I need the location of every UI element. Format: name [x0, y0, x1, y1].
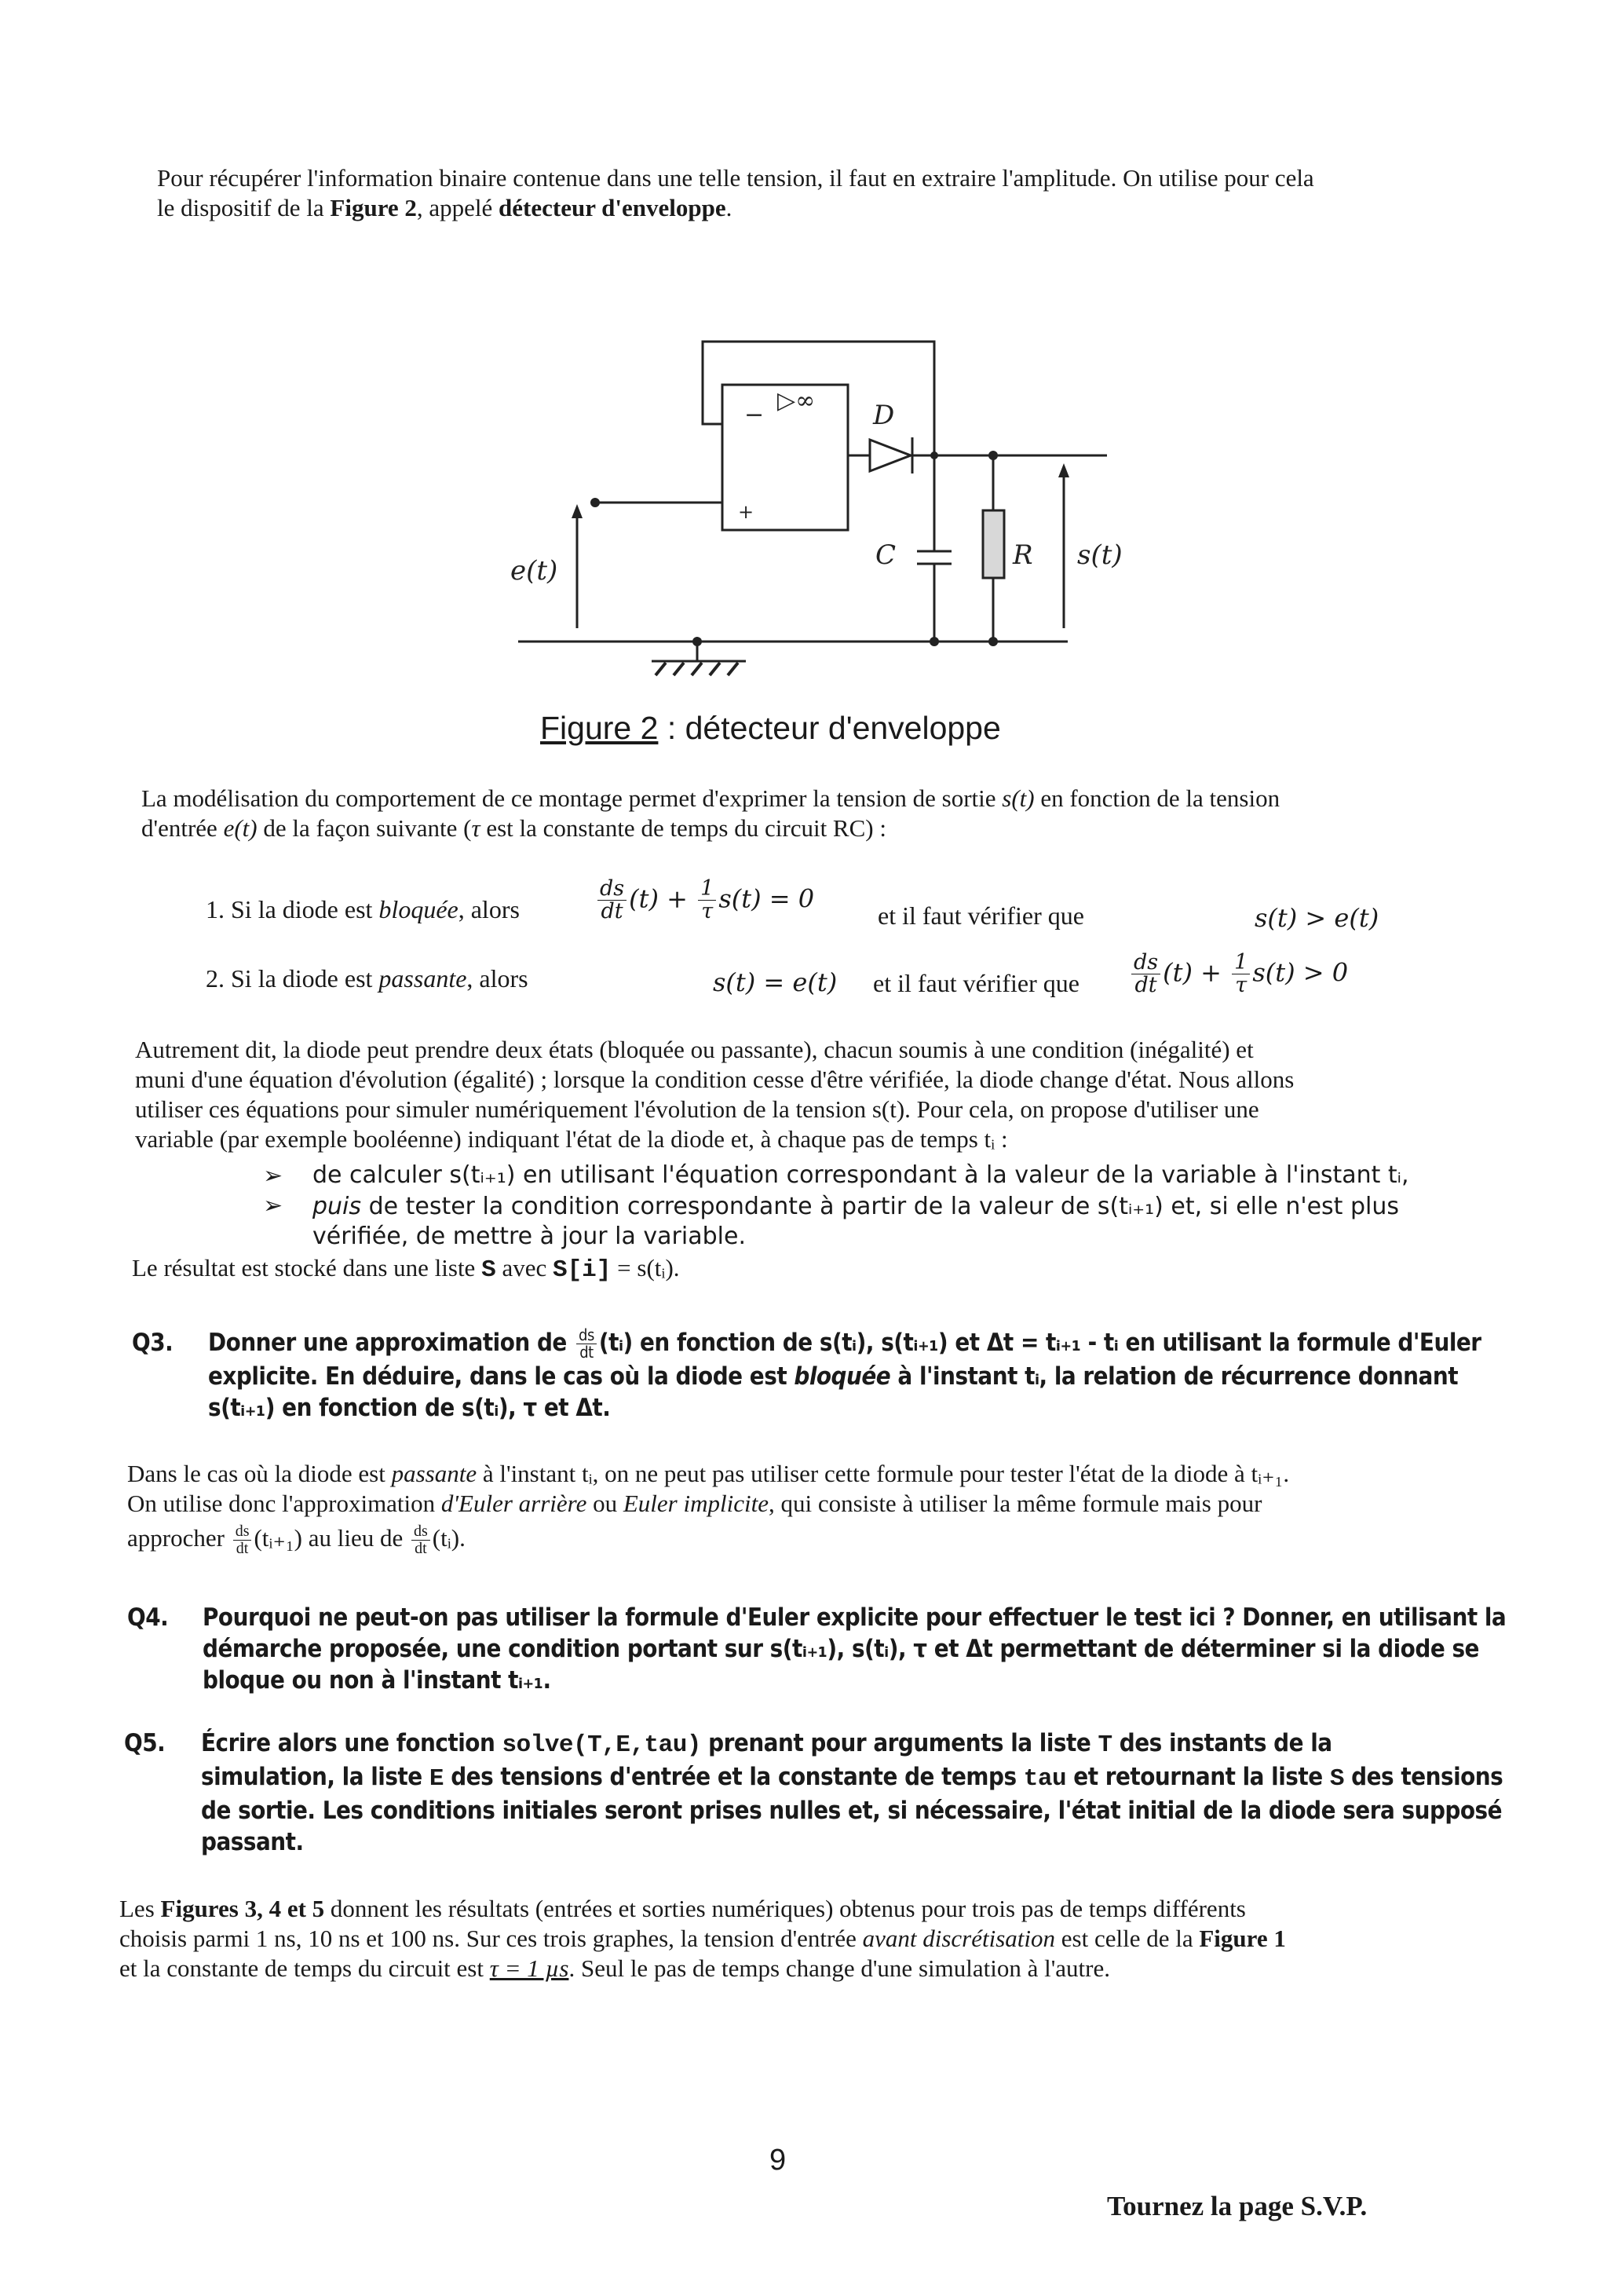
- code-solve-function: solve(T,E,tau): [502, 1731, 701, 1759]
- q5-line-4: passant.: [201, 1828, 304, 1856]
- ground-hatch: [710, 663, 720, 675]
- output-voltage-label: s(t): [1077, 539, 1123, 571]
- output-symbol: s(t): [1002, 784, 1035, 812]
- bullet-item-1: de calculer s(tᵢ₊₁) en utilisant l'équation correspondant à la valeur de la variable à l'instant tᵢ,: [312, 1161, 1409, 1189]
- case-text: , alors: [466, 964, 528, 993]
- fraction-denominator: dt: [579, 1343, 594, 1362]
- results-paragraph: [119, 1894, 1532, 1983]
- model-text: La modélisation du comportement de ce montage permet d'exprimer la tension de sortie: [141, 784, 1003, 812]
- result-storage-line: [132, 1253, 680, 1285]
- bullet-2-emphasis: puis: [312, 1193, 362, 1220]
- fraction-denominator: dt: [415, 1540, 427, 1558]
- case-text: , alors: [458, 895, 520, 923]
- code-S-index: S[i]: [552, 1256, 612, 1284]
- model-text: en fonction de la tension: [1034, 784, 1280, 812]
- euler-text: (tᵢ).: [432, 1524, 466, 1552]
- term-envelope-detector: détecteur d'enveloppe: [499, 194, 726, 221]
- model-text: est la constante de temps du circuit RC) :: [480, 814, 886, 842]
- opamp-plus-label: +: [738, 501, 754, 523]
- circuit-diagram: [487, 330, 1162, 699]
- results-line-1: [119, 1894, 1532, 1924]
- q3-text-part: explicite. En déduire, dans le cas où la diode est: [208, 1362, 795, 1391]
- fraction-numerator: ds: [411, 1523, 430, 1541]
- node-cap-bottom: [930, 637, 939, 646]
- model-line-2: [141, 813, 1507, 843]
- explanation-line: Autrement dit, la diode peut prendre deux états (bloquée ou passante), chacun soumis à une condition (inégalité) et: [135, 1036, 1254, 1063]
- code-E: E: [429, 1765, 444, 1793]
- code-T: T: [1098, 1731, 1112, 1759]
- results-emphasis: avant discrétisation: [862, 1925, 1056, 1952]
- intro-line-1: Pour récupérer l'information binaire contenue dans une telle tension, il faut en extraire l'amplitude. On utilise pour cela: [157, 164, 1314, 192]
- euler-text: (tᵢ₊₁) au lieu de: [254, 1524, 409, 1552]
- q3-text: [208, 1327, 1527, 1424]
- fraction-ds-dt: [576, 1327, 597, 1361]
- node-res-bottom: [988, 637, 998, 646]
- case-2-equation: s(t) = e(t): [713, 967, 838, 997]
- fraction-denominator: dt: [601, 899, 623, 924]
- q5-text-part: et retournant la liste: [1066, 1763, 1330, 1791]
- bullet-2-text: de tester la condition correspondante à partir de la valeur de s(tᵢ₊₁) et, si elle n'est plus: [361, 1193, 1399, 1220]
- euler-emphasis: Euler implicite: [623, 1490, 769, 1517]
- case-2-label: [206, 964, 528, 993]
- opamp-minus-label: −: [744, 401, 765, 429]
- capacitor-label: C: [875, 539, 897, 571]
- fraction-numerator: 1: [1232, 952, 1250, 974]
- figure-caption-text: : détecteur d'enveloppe: [658, 710, 1001, 746]
- q3-text-part: à l'instant tᵢ, la relation de récurrence donnant: [890, 1362, 1459, 1391]
- euler-line-1: [127, 1459, 1525, 1489]
- diode-symbol: [870, 440, 911, 471]
- q5-text-part: Écrire alors une fonction: [201, 1729, 502, 1757]
- fraction-one-tau: [1232, 952, 1250, 997]
- tau-symbol: τ: [471, 814, 480, 842]
- q4-text: [203, 1602, 1529, 1696]
- fraction-numerator: ds: [1131, 952, 1160, 974]
- state-blocked: bloquée: [378, 895, 458, 923]
- q3-line-2: [208, 1361, 1527, 1392]
- fraction-numerator: ds: [576, 1327, 597, 1344]
- results-line-2: [119, 1924, 1532, 1954]
- fraction-ds-dt: [233, 1523, 252, 1557]
- results-text: . Seul le pas de temps change d'une simulation à l'autre.: [568, 1954, 1110, 1982]
- ground-hatch: [728, 663, 738, 675]
- model-text: d'entrée: [141, 814, 224, 842]
- figure-caption: [540, 710, 1001, 747]
- equation-part: s(t) = 0: [718, 883, 815, 914]
- result-text: Le résultat est stocké dans une liste: [132, 1254, 482, 1281]
- feedback-wire: [703, 342, 934, 455]
- explanation-paragraph: [135, 1035, 1517, 1154]
- fraction-denominator: τ: [701, 899, 714, 924]
- euler-paragraph: [127, 1459, 1525, 1557]
- q3-emphasis: bloquée: [794, 1362, 891, 1391]
- intro-text: .: [725, 194, 732, 221]
- result-text: avec: [495, 1254, 553, 1281]
- results-text: choisis parmi 1 ns, 10 ns et 100 ns. Sur ces trois graphes, la tension d'entrée: [119, 1925, 863, 1952]
- q4-line-2: démarche proposée, une condition portant sur s(tᵢ₊₁), s(tᵢ), τ et Δt permettant de déterminer si la diode se: [203, 1635, 1479, 1663]
- code-S: S: [481, 1256, 496, 1284]
- bullet-arrow: ➢: [263, 1163, 283, 1189]
- resistor-body: [983, 510, 1004, 578]
- q5-line-1: [201, 1727, 1528, 1761]
- q3-text-part: (tᵢ) en fonction de s(tᵢ), s(tᵢ₊₁) et Δt = tᵢ₊₁ - tᵢ en utilisant la formule d'Euler: [598, 1329, 1481, 1357]
- code-tau: tau: [1023, 1765, 1067, 1793]
- case-1-check-text: et il faut vérifier que: [878, 901, 1084, 930]
- results-text: est celle de la: [1055, 1925, 1200, 1952]
- explanation-line: utiliser ces équations pour simuler numériquement l'évolution de la tension s(t). Pour cela, on propose d'utiliser une: [135, 1095, 1259, 1123]
- model-paragraph: [141, 784, 1507, 843]
- case-2-check-text: et il faut vérifier que: [873, 969, 1080, 997]
- q3-text-part: Donner une approximation de: [208, 1329, 575, 1357]
- input-symbol: e(t): [223, 814, 258, 842]
- q3-number: Q3.: [132, 1329, 174, 1357]
- q5-text: [201, 1727, 1528, 1858]
- case-2-condition: [1129, 952, 1348, 997]
- explanation-line: muni d'une équation d'évolution (égalité) ; lorsque la condition cesse d'être vérifiée, la diode change d'état. Nous allons: [135, 1066, 1295, 1093]
- euler-text: On utilise donc l'approximation: [127, 1490, 441, 1517]
- results-line-3: [119, 1954, 1532, 1983]
- q5-text-part: des tensions: [1343, 1763, 1503, 1791]
- case-text: 1. Si la diode est: [206, 895, 379, 923]
- output-arrow-head: [1058, 463, 1069, 477]
- q5-line-3: de sortie. Les conditions initiales seront prises nulles et, si nécessaire, l'état initial de la diode sera supposé: [201, 1797, 1503, 1825]
- q5-number: Q5.: [124, 1729, 166, 1757]
- bullet-item-2: [312, 1192, 1490, 1252]
- node-input: [590, 498, 600, 507]
- model-line-1: [141, 784, 1507, 813]
- intro-text: le dispositif de la: [157, 194, 331, 221]
- q5-text-part: des instants de la: [1112, 1729, 1332, 1757]
- bullet-arrow: ➢: [263, 1193, 283, 1219]
- fraction-one-tau: [698, 878, 716, 923]
- q4-line-3: bloque ou non à l'instant tᵢ₊₁.: [203, 1666, 551, 1695]
- euler-line-3: [127, 1523, 1525, 1557]
- fraction-numerator: ds: [233, 1523, 252, 1541]
- q5-line-2: [201, 1761, 1528, 1795]
- node-res-top: [988, 451, 998, 460]
- equation-part: (t) +: [1163, 957, 1230, 988]
- node-cap-top: [930, 452, 938, 459]
- ground-hatch: [692, 663, 702, 675]
- q5-text-part: simulation, la liste: [201, 1763, 429, 1791]
- bullet-2-line: vérifiée, de mettre à jour la variable.: [312, 1223, 746, 1250]
- results-text: et la constante de temps du circuit est: [119, 1954, 490, 1982]
- bullet-2-line: [312, 1192, 1490, 1222]
- node-ground: [692, 637, 702, 646]
- case-text: 2. Si la diode est: [206, 964, 379, 993]
- fraction-denominator: dt: [1134, 973, 1157, 998]
- q5-text-part: des tensions d'entrée et la constante de temps: [444, 1763, 1024, 1791]
- q5-text-part: prenant pour arguments la liste: [700, 1729, 1098, 1757]
- q3-line-1: [208, 1327, 1527, 1361]
- euler-text: approcher: [127, 1524, 231, 1552]
- fraction-ds-dt: [597, 878, 627, 923]
- results-text: donnent les résultats (entrées et sorties numériques) obtenus pour trois pas de temps différents: [324, 1895, 1246, 1922]
- case-1-label: [206, 895, 520, 924]
- figure-caption-number: Figure 2: [540, 710, 659, 746]
- intro-paragraph: [157, 163, 1492, 223]
- ground-hatch: [674, 663, 684, 675]
- input-voltage-label: e(t): [510, 555, 558, 587]
- input-arrow-head: [572, 504, 583, 518]
- euler-emphasis: d'Euler arrière: [440, 1490, 587, 1517]
- euler-line-2: [127, 1489, 1525, 1519]
- state-conducting: passante: [378, 964, 467, 993]
- fraction-numerator: ds: [597, 878, 627, 901]
- figure-ref: Figure 2: [330, 194, 417, 221]
- euler-text: ou: [586, 1490, 623, 1517]
- euler-text: Dans le cas où la diode est: [127, 1460, 392, 1487]
- intro-line-2: [157, 193, 1492, 223]
- explanation-line: variable (par exemple booléenne) indiquant l'état de la diode et, à chaque pas de temps tᵢ :: [135, 1125, 1008, 1153]
- diode-label: D: [873, 400, 895, 431]
- euler-text: , qui consiste à utiliser la même formule mais pour: [768, 1490, 1262, 1517]
- euler-emphasis: passante: [391, 1460, 477, 1487]
- intro-text: , appelé: [416, 194, 499, 221]
- case-1-condition: s(t) > e(t): [1255, 903, 1379, 933]
- page-number: 9: [769, 2144, 787, 2177]
- fraction-ds-dt: [1131, 952, 1160, 997]
- code-S: S: [1329, 1765, 1344, 1793]
- fraction-ds-dt: [411, 1523, 430, 1557]
- figure-ref: Figure 1: [1199, 1925, 1286, 1952]
- result-text: = s(tᵢ).: [611, 1254, 680, 1281]
- ground-hatch: [656, 663, 666, 675]
- tau-value: τ = 1 µs: [489, 1954, 569, 1982]
- fraction-numerator: 1: [698, 878, 716, 901]
- q3-line-3: s(tᵢ₊₁) en fonction de s(tᵢ), τ et Δt.: [208, 1394, 611, 1422]
- opamp-symbol-label: ▷∞: [777, 387, 816, 415]
- euler-text: à l'instant tᵢ, on ne peut pas utiliser cette formule pour tester l'état de la diode à tᵢ₊₁.: [477, 1460, 1290, 1487]
- equation-part: s(t) > 0: [1252, 957, 1349, 988]
- results-text: Les: [119, 1895, 161, 1922]
- equation-part: (t) +: [629, 883, 696, 914]
- model-text: de la façon suivante (: [257, 814, 472, 842]
- fraction-denominator: τ: [1235, 973, 1248, 998]
- footer-turn-page: Tournez la page S.V.P.: [1107, 2191, 1368, 2221]
- figures-ref: Figures 3, 4 et 5: [160, 1895, 325, 1922]
- case-1-equation: [595, 878, 814, 923]
- q4-number: Q4.: [127, 1603, 169, 1632]
- fraction-denominator: dt: [236, 1540, 249, 1558]
- resistor-label: R: [1013, 539, 1033, 571]
- q4-line-1: Pourquoi ne peut-on pas utiliser la formule d'Euler explicite pour effectuer le test ici ? Donner, en utilisant la: [203, 1603, 1507, 1632]
